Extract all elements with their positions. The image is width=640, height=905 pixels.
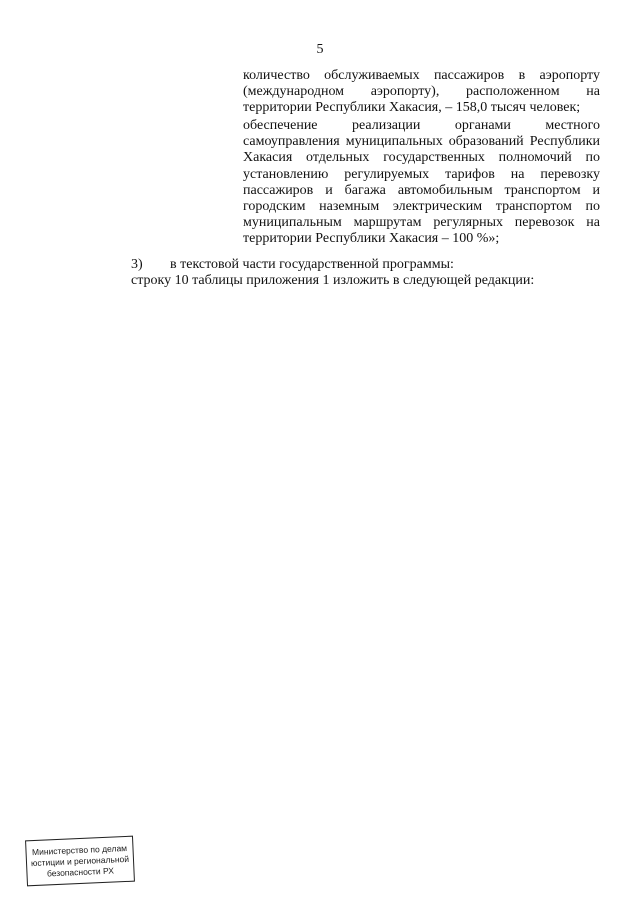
- paragraph-line: территории Республики Хакасия – 100 %»;: [243, 231, 500, 247]
- paragraph-line: территории Республики Хакасия, – 158,0 тысяч человек;: [243, 100, 581, 116]
- list-item-number: 3): [131, 257, 143, 272]
- paragraph-line: установлению регулируемых тарифов на перевозку: [243, 166, 600, 182]
- ministry-stamp: [25, 836, 135, 887]
- paragraph-line: самоуправления муниципальных образований Республики: [243, 134, 600, 150]
- paragraph-line: муниципальным маршрутам регулярных перевозок на: [243, 215, 600, 231]
- passengers-indicator-paragraph: [243, 68, 600, 117]
- page-number: 5: [316, 42, 324, 57]
- tariffs-indicator-paragraph: [243, 118, 600, 248]
- paragraph-line: количество обслуживаемых пассажиров в аэропорту: [243, 68, 600, 83]
- paragraph-line: городским наземным электрическим транспортом по: [243, 199, 600, 215]
- paragraph-line: обеспечение реализации органами местного: [243, 118, 600, 133]
- stamp-line: юстиции и региональной: [30, 853, 130, 869]
- stamp-line: Министерство по делам: [31, 842, 128, 858]
- paragraph-line: (международном аэропорту), расположенном на: [243, 84, 600, 100]
- paragraph-line: Хакасия отдельных государственных полномочий по: [243, 150, 600, 166]
- table-row-instruction: строку 10 таблицы приложения 1 изложить в следующей редакции:: [131, 273, 535, 288]
- stamp-line: безопасности РХ: [46, 865, 115, 879]
- paragraph-line: пассажиров и багажа автомобильным транспортом и: [243, 182, 600, 198]
- list-item-text: в текстовой части государственной программы:: [170, 257, 454, 272]
